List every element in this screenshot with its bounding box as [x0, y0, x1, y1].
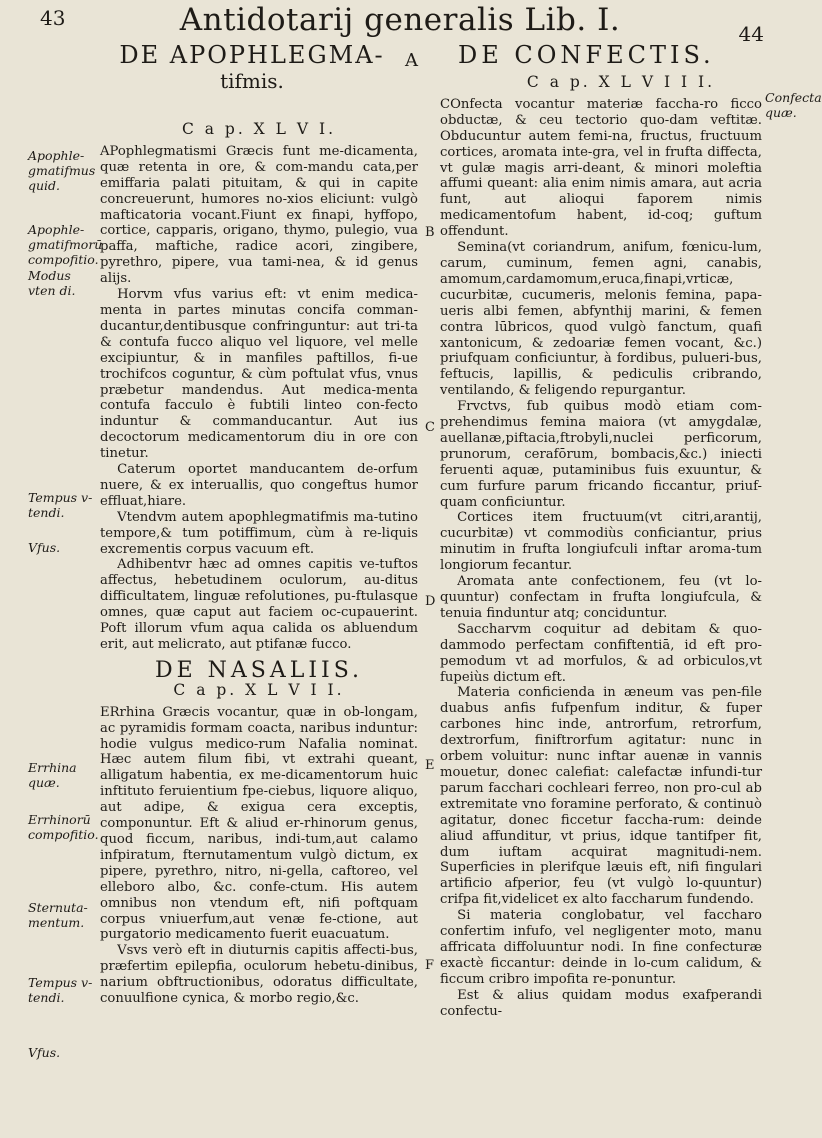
running-title: Antidotarij generalis Lib. I.	[179, 2, 621, 38]
margin-note: Tempus v-tendi.	[28, 975, 93, 1005]
paragraph: COnfecta vocantur materiæ faccha-ro ficco obductæ, & ceu tectorio quo-dam veftitæ. Obducuntur autem femi-na, fructus, fructuum cortices, aromata inte-gra, vel in frufta diffecta, vt gulæ magis arri-deant, & minori moleftia affumi queant: alia enim nimis amara, aut acria funt, aut alioqui faporem nimis medicamentofum habent, id-coq; guftum offendunt.	[440, 96, 762, 240]
margin-note: Sternuta-mentum.	[28, 900, 88, 930]
margin-note: Tempus v-tendi.	[28, 490, 93, 520]
marker-d: D	[425, 594, 436, 609]
paragraph: Est & alius quidam modus exafperandi confectu-	[440, 987, 762, 1019]
chapter-heading-47: C a p. X L V I I.	[173, 680, 345, 699]
paragraph: Cortices item fructuum(vt citri,arantij, cucurbitæ) vt commodiùs conficiantur, prius minutim in frufta longiufculi inftar aroma-tum longiorum fecantur.	[440, 510, 762, 574]
left-section-title	[92, 42, 412, 94]
margin-note: Modus vten di.	[28, 268, 76, 298]
paragraph: Materia conficienda in æneum vas pen-file duabus anfis fufpenfum inditur, & fuper carbones hinc inde, antrorfum, retrorfum, dextrorfum, finiftrorfum agitatur: nunc in orbem voluitur: nunc inftar auenæ in vannis mouetur, donec calefiat: calefactæ infundi-tur parum facchari cochleari ferreo, non pro-cul ab extremitate vno foramine perforato, & continuò agitatur, donec ficcetur faccha-rum: deinde aliud affunditur, vt prius, idque tantifper fit, dum iuftam acquirat magnitudi-nem. Superficies in plerifque læuis eft, nifi fingulari artificio afperior, feu (vt vulgò lo-quuntur) crifpa fit,videlicet ex alto faccharum fundendo.	[440, 685, 762, 908]
paragraph: Saccharvm coquitur ad debitam & quo-dammodo perfectam confiftentiā, id eft pro-pemodum vt ad morfulos, & ad orbiculos,vt fupeiùs dictum eft.	[440, 621, 762, 685]
paragraph: Semina(vt coriandrum, anifum, fœnicu-lum, carum, cuminum, femen agni, canabis, amomum,cardamomum,eruca,finapi,vrticæ, cucurbitæ, cucumeris, melonis femina, papa-ueris albi femen, abfynthij marini, & femen contra lūbricos, quod vulgò fanctum, quafi xantonicum, & zedoariæ femen vocant, &c.) priufquam conficiuntur, à fordibus, pulueri-bus, feftucis, lapillis, & pediculis cribrando, ventilando, & feligendo repurgantur.	[440, 240, 762, 399]
paragraph: Horvm vfus varius eft: vt enim medica-menta in partes minutas concifa comman-ducantur,dentibusque confringuntur: aut tri-ta & contufa fucco aliquo vel liquore, vel melle excipiuntur, & in manfiles paftillos, fi-ue trochifcos coguntur, & cùm poftulat vfus, vnus præbetur mandendus. Aut medica-menta contufa facculo è fubtili linteo con-fecto induntur & commanducantur. Aut ius decoctorum medicamentorum diu in ore con tinetur.	[100, 287, 418, 462]
left-title-cont: tifmis.	[220, 69, 284, 93]
margin-note: Confecta quæ.	[765, 90, 822, 120]
chapter-heading-46: C a p. X L V I.	[181, 120, 337, 138]
right-column	[440, 75, 762, 1019]
paragraph: Caterum oportet manducantem de-orfum nuere, & ex interuallis, quo congeftus humor effluat,hiare.	[100, 462, 418, 509]
left-column	[100, 122, 418, 1007]
section-title-nasaliis: DE NASALIIS.	[154, 657, 364, 683]
margin-note: Vfus.	[28, 1045, 61, 1060]
chapter-heading-48: C a p. X L V I I I.	[526, 73, 716, 91]
folio-right: 44	[738, 22, 764, 46]
paragraph: Aromata ante confectionem, feu (vt lo-quuntur) confectam in frufta longiufcula, & tenuia finduntur atq; conciduntur.	[440, 574, 762, 621]
right-section-title: DE CONFECTIS.	[458, 41, 715, 69]
marker-f: F	[425, 958, 435, 973]
marker-b: B	[425, 225, 435, 240]
paragraph: ERrhina Græcis vocantur, quæ in ob-longam, ac pyramidis formam coacta, naribus induntur: hodie vulgus medico-rum Nafalia nominat. Hæc autem filum fibi, vt extrahi queant, alligatum habentia, ex me-dicamentorum huic inftituto feruientium fpe-ciebus, liquore aliquo, aut adipe, & exigua cera exceptis, componuntur. Eft & aliud er-rhinorum genus, quod ficcum, naribus, indi-tum,aut calamo infpiratum, fternutamentum vulgò dictum, ex pipere, pyrethro, nitro, ni-gella, caftoreo, vel elleboro albo, &c. confe-ctum. His autem omnibus non vtendum eft, nifi poftquam corpus vniuerfum,aut venæ fe-ctione, aut purgatorio medicamento fuerit euacuatum.	[100, 704, 418, 943]
margin-note: Errhinorū compofitio.	[28, 812, 99, 842]
paragraph: Si materia conglobatur, vel faccharo confertim infufo, vel negligenter moto, manu affricata diffoluuntur nodi. In fine confecturæ exactè ficcantur: deinde in lo-cum calidum, & ficcum cribro impofita re-ponuntur.	[440, 908, 762, 987]
paragraph: Vsvs verò eft in diuturnis capitis affecti-bus, præfertim epilepfia, oculorum hebetu-dinibus, narium obftructionibus, odoratus difficultate, conuulfione cynica, & morbo regio,&c.	[100, 943, 418, 1007]
paragraph: Adhibentvr hæc ad omnes capitis ve-tuftos affectus, hebetudinem oculorum, au-ditus difficultatem, linguæ refolutiones, pu-ftulasque omnes, quæ caput aut faciem oc-cupauerint. Poft illorum vfum aqua calida os abluendum erit, aut melicrato, aut ptifanæ fucco.	[100, 557, 418, 652]
paragraph: Frvctvs, fub quibus modò etiam com-prehendimus femina maiora (vt amygdalæ, auellanæ,piftacia,ftrobyli,nuclei perficorum, prunorum, cerafōrum, bombacis,&c.) iniecti feruenti aquæ, putaminibus fuis exuuntur, & cum furfure parum fricando ficcantur, priuf-quam conficiuntur.	[440, 399, 762, 510]
marker-e: E	[425, 758, 435, 773]
marker-c: C	[425, 420, 435, 435]
left-title-main: DE APOPHLEGMA-	[119, 41, 385, 69]
paragraph: APophlegmatismi Græcis funt me-dicamenta, quæ retenta in ore, & com-mandu cata,per emiffaria palati pituitam, & qui in capite concreuerunt, humores no-xios eliciunt: vulgò mafticatoria vocant.Fiunt ex finapi, hyffopo, cortice, capparis, origano, thymo, pulegio, vua paffa, maftiche, radice acori, zingibere, pyrethro, pipere, vua tami-nea, & id genus alijs.	[100, 143, 418, 287]
margin-note: Vfus.	[28, 540, 61, 555]
margin-note: Apophle-gmatifmorū compofitio.	[28, 222, 103, 267]
folio-left: 43	[40, 6, 66, 30]
margin-note: Apophle-gmatifmus quid.	[28, 148, 96, 193]
paragraph: Vtendvm autem apophlegmatifmis ma-tutino tempore,& tum potiffimum, cùm à re-liquis excrementis corpus vacuum eft.	[100, 509, 418, 557]
marker-a: A	[405, 50, 418, 71]
margin-note: Errhina quæ.	[28, 760, 77, 790]
